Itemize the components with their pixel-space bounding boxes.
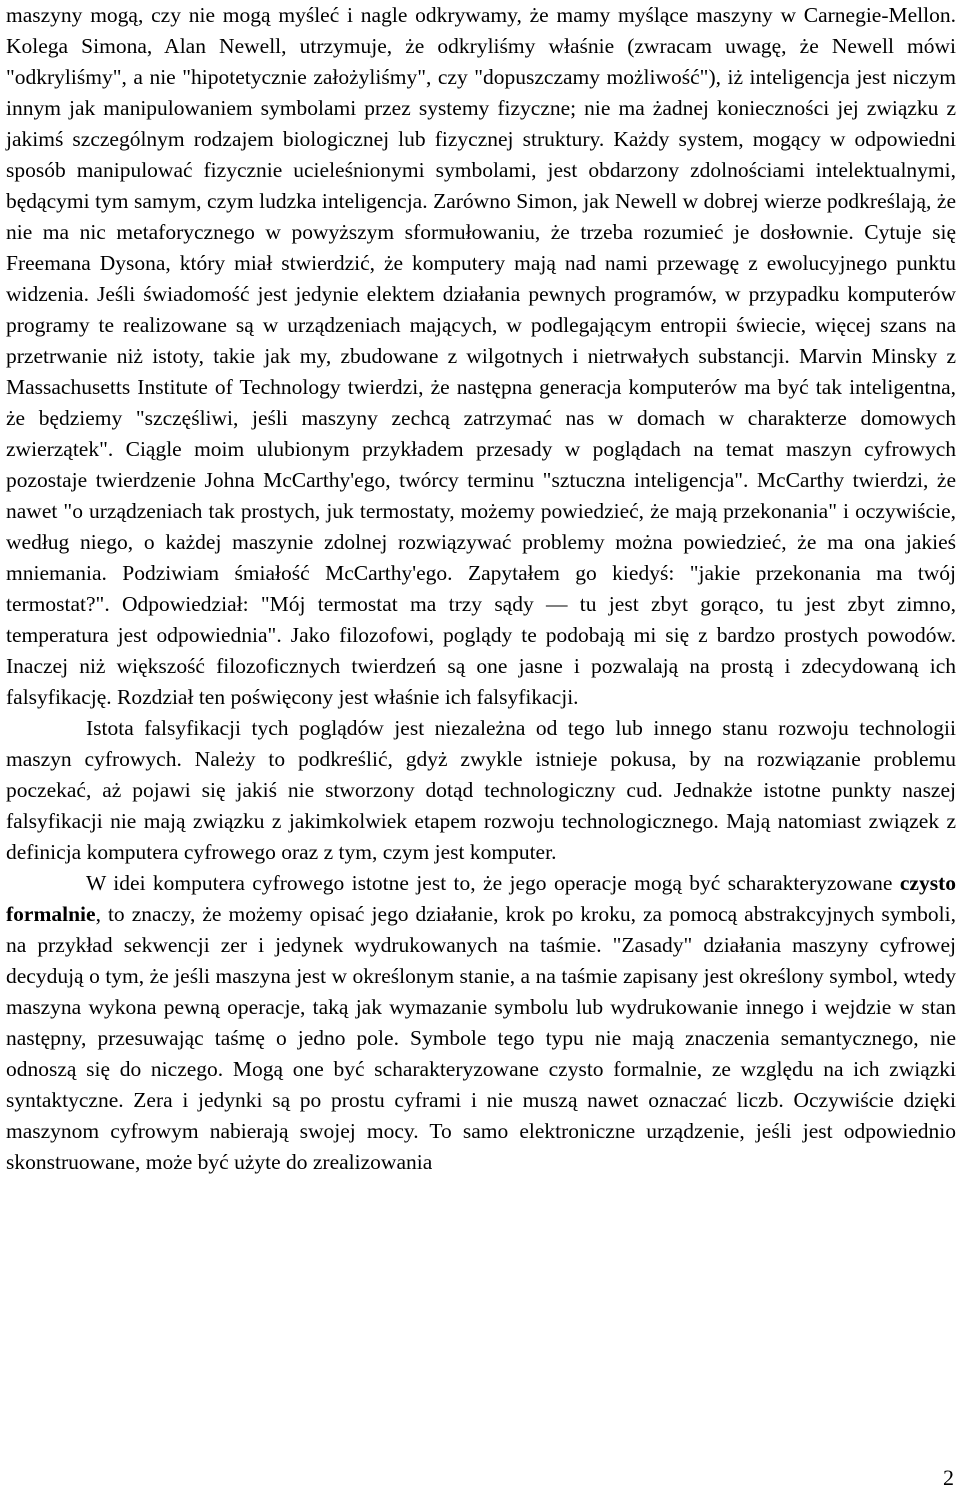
paragraph-3-text-start: W idei komputera cyfrowego istotne jest to, że jego operacje mogą być scharakteryzowane — [86, 871, 900, 895]
emphasized-term: czysto formalnie — [6, 871, 956, 926]
paragraph-3 — [6, 868, 956, 1178]
document-page — [6, 0, 956, 1178]
paragraph-2: Istota falsyfikacji tych poglądów jest niezależna od tego lub innego stanu rozwoju technologii maszyn cyfrowych. Należy to podkreślić, gdyż zwykle istnieje pokusa, by na rozwiązanie problemu poczekać, aż pojawi się jakiś nie stworzony dotąd technologiczny cud. Jednakże istotne punkty naszej falsyfikacji nie mają związku z jakimkolwiek etapem rozwoju technologicznego. Mają natomiast związek z definicja komputera cyfrowego oraz z tym, czym jest komputer. — [6, 716, 956, 864]
page-number: 2 — [943, 1465, 954, 1490]
paragraph-1: maszyny mogą, czy nie mogą myśleć i nagle odkrywamy, że mamy myślące maszyny w Carnegie-Mellon. Kolega Simona, Alan Newell, utrzymuje, że odkryliśmy właśnie (zwracam uwagę, że Newell mówi "odkryliśmy", a nie "hipotetycznie założyliśmy", czy "dopuszczamy możliwość"), iż inteligencja jest niczym innym jak manipulowaniem symbolami przez systemy fizyczne; nie ma żadnej konieczności jej związku z jakimś szczególnym rodzajem biologicznej lub fizycznej struktury. Każdy system, mogący w odpowiedni sposób manipulować fizycznie ucieleśnionymi symbolami, jest obdarzony zdolnościami intelektualnymi, będącymi tym samym, czym ludzka inteligencja. Zarówno Simon, jak Newell w dobrej wierze podkreślają, że nie ma nic metaforycznego w powyższym sformułowaniu, że trzeba rozumieć je dosłownie. Cytuje się Freemana Dysona, który miał stwierdzić, że komputery mają nad nami przewagę z ewolucyjnego punktu widzenia. Jeśli świadomość jest jedynie elektem działania pewnych programów, w przypadku komputerów programy te realizowane są w urządzeniach mających, w podlegającym entropii świecie, więcej szans na przetrwanie niż istoty, takie jak my, zbudowane z wilgotnych i nietrwałych substancji. Marvin Minsky z Massachusetts Institute of Technology twierdzi, że następna generacja komputerów ma być tak inteligentna, że będziemy "szczęśliwi, jeśli maszyny zechcą zatrzymać nas w domach w charakterze domowych zwierzątek". Ciągle moim ulubionym przykładem przesady w poglądach na temat maszyn cyfrowych pozostaje twierdzenie Johna McCarthy'ego, twórcy terminu "sztuczna inteligencja". McCarthy twierdzi, że nawet "o urządzeniach tak prostych, juk termostaty, możemy powiedzieć, że mają przekonania" i oczywiście, według niego, o każdej maszynie zdolnej rozwiązywać problemy można powiedzieć, że ma ona jakieś mniemania. Podziwiam śmiałość McCarthy'ego. Zapytałem go kiedyś: "jakie przekonania ma twój termostat?". Odpowiedział: "Mój termostat ma trzy sądy — tu jest zbyt gorąco, tu jest zbyt zimno, temperatura jest odpowiednia". Jako filozofowi, poglądy te podobają mi się z bardzo prostych powodów. Inaczej niż większość filozoficznych twierdzeń są one jasne i pozwalają na prostą i zdecydowaną ich falsyfikację. Rozdział ten poświęcony jest właśnie ich falsyfikacji. — [6, 3, 956, 709]
paragraph-3-text-end: , to znaczy, że możemy opisać jego działanie, krok po kroku, za pomocą abstrakcyjnych symboli, na przykład sekwencji zer i jedynek wydrukowanych na taśmie. "Zasady" działania maszyny cyfrowej decydują o tym, że jeśli maszyna jest w określonym stanie, a na taśmie zapisany jest określony symbol, wtedy maszyna wykona pewną operacje, taką jak wymazanie symbolu lub wydrukowanie innego i wejdzie w stan następny, przesuwając taśmę o jedno pole. Symbole tego typu nie mają znaczenia semantycznego, nie odnoszą się do niczego. Mogą one być scharakteryzowane czysto formalnie, ze względu na ich związki syntaktyczne. Zera i jedynki są po prostu cyframi i nie muszą nawet oznaczać liczb. Oczywiście dzięki maszynom cyfrowym nabierają swojej mocy. To samo elektroniczne urządzenie, jeśli jest odpowiednio skonstruowane, może być użyte do zrealizowania — [6, 902, 956, 1174]
